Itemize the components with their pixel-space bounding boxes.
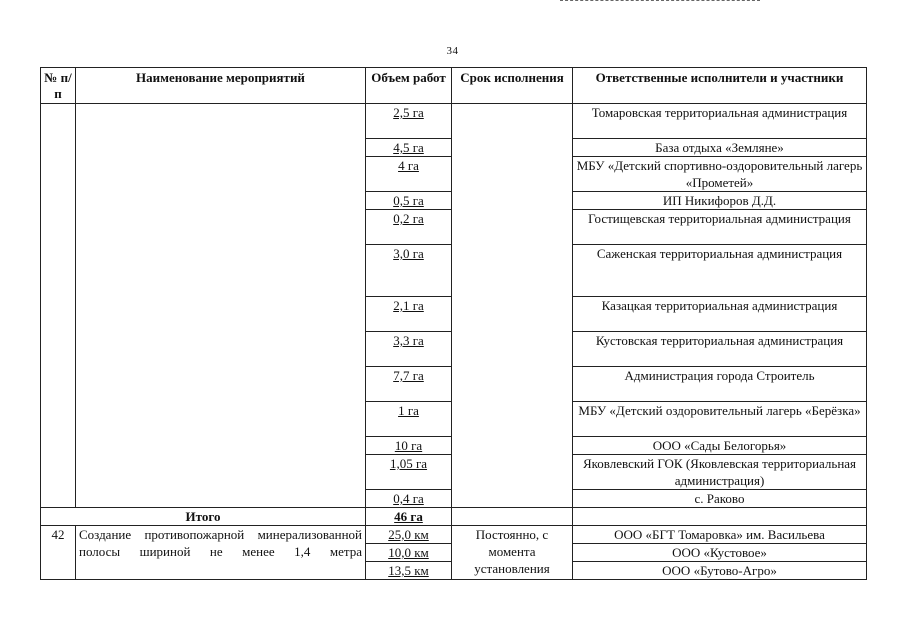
empty-total-resp [573,508,867,526]
table-row [41,104,867,139]
volume-cell: 10,0 км [366,544,452,562]
header-row [41,68,867,104]
measures-table [40,67,867,580]
responsible-cell: Администрация города Строитель [573,367,867,402]
responsible-cell: Томаровская территориальная администрация [573,104,867,139]
item-measure-name [76,526,366,580]
volume-cell: 10 га [366,437,452,455]
responsible-cell: ИП Никифоров Д.Д. [573,192,867,210]
responsible-cell: База отдыха «Земляне» [573,139,867,157]
responsible-cell: Яковлевский ГОК (Яковлевская территориальная администрация) [573,455,867,490]
page-number: 34 [446,45,459,57]
volume-cell: 2,1 га [366,297,452,332]
header-number: № п/п [41,68,76,104]
responsible-cell: ООО «БГТ Томаровка» им. Васильева [573,526,867,544]
responsible-cell: Кустовская территориальная администрация [573,332,867,367]
responsible-cell: ООО «Сады Белогорья» [573,437,867,455]
table-row [41,526,867,544]
scan-artifact-line [560,0,760,3]
volume-cell: 3,0 га [366,245,452,297]
volume-cell: 3,3 га [366,332,452,367]
total-row [41,508,867,526]
header-term: Срок исполнения [452,68,573,104]
responsible-cell: МБУ «Детский оздоровительный лагерь «Берёзка» [573,402,867,437]
responsible-cell: ООО «Бутово-Агро» [573,562,867,580]
volume-cell: 1 га [366,402,452,437]
volume-cell: 25,0 км [366,526,452,544]
volume-cell: 13,5 км [366,562,452,580]
volume-cell: 1,05 га [366,455,452,490]
total-label: Итого [41,508,366,526]
volume-cell: 7,7 га [366,367,452,402]
volume-cell: 0,4 га [366,490,452,508]
header-volume: Объем работ [366,68,452,104]
responsible-cell: Саженская территориальная администрация [573,245,867,297]
empty-number-cell [41,104,76,508]
item-term: Постоянно, с момента установления [452,526,573,580]
empty-name-cell [76,104,366,508]
header-measure-name: Наименование мероприятий [76,68,366,104]
item-measure-text: Создание противопожарной минерализованной полосы шириной не менее 1,4 метра [79,527,362,559]
empty-term-cell [452,104,573,508]
responsible-cell: Казацкая территориальная администрация [573,297,867,332]
volume-cell: 4 га [366,157,452,192]
item-number: 42 [41,526,76,580]
responsible-cell: ООО «Кустовое» [573,544,867,562]
responsible-cell: с. Раково [573,490,867,508]
volume-cell: 0,2 га [366,210,452,245]
responsible-cell: МБУ «Детский спортивно-оздоровительный лагерь «Прометей» [573,157,867,192]
header-responsible: Ответственные исполнители и участники [573,68,867,104]
volume-cell: 2,5 га [366,104,452,139]
volume-cell: 4,5 га [366,139,452,157]
responsible-cell: Гостищевская территориальная администрация [573,210,867,245]
total-value: 46 га [366,508,452,526]
volume-cell: 0,5 га [366,192,452,210]
empty-total-term [452,508,573,526]
